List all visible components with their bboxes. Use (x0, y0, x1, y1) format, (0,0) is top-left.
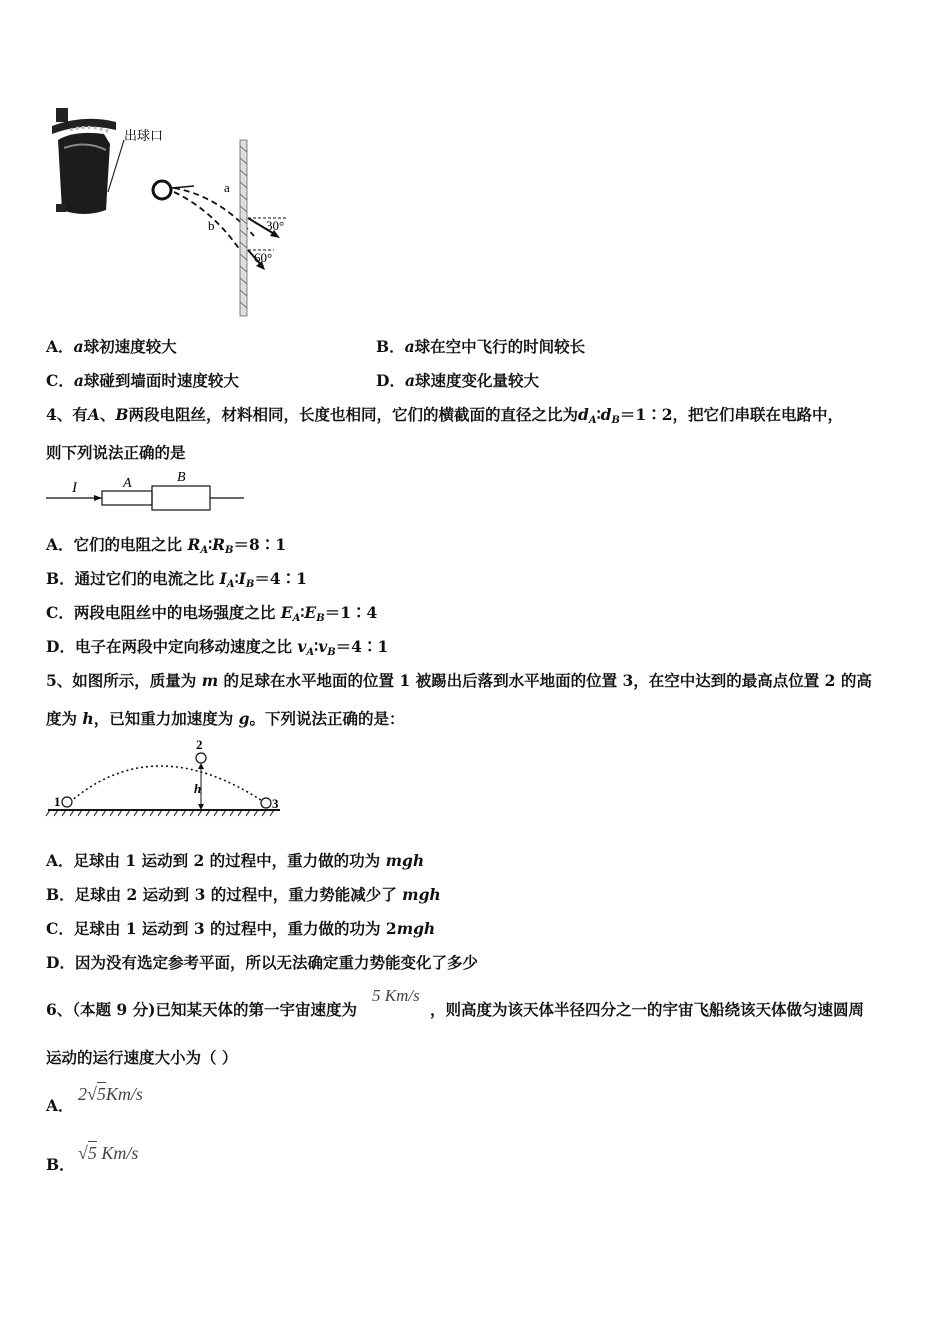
q6-option-a-prefix: A． (46, 1096, 74, 1115)
q3-option-a: A．a球初速度较大 (46, 337, 177, 356)
trajectory-b (174, 192, 240, 250)
q6-option-b-prefix: B． (46, 1155, 75, 1174)
q3-figure (44, 100, 314, 320)
ball (153, 181, 171, 199)
q4-option-d: D．电子在两段中定向移动速度之比 $v_A∶v_B=4∶1$ (46, 637, 389, 658)
q3-option-d: D．a球速度变化量较大 (376, 371, 540, 390)
q3-option-b: B．a球在空中飞行的时间较长 (376, 337, 586, 356)
ball-position-3 (261, 798, 271, 808)
resistor-a-label: A (123, 476, 132, 491)
angle-30-label: 30° (266, 218, 285, 233)
angle-60-label: 60° (254, 250, 273, 265)
ball-position-1 (62, 797, 72, 807)
resistor-b (152, 486, 210, 510)
ball-trajectory (70, 766, 264, 802)
label-b: b (208, 218, 215, 233)
q4-option-a: A．它们的电阻之比 $R_A∶R_B=8∶1$ (46, 535, 287, 556)
q6-option-a-expr: 2√5Km/s (78, 1084, 143, 1104)
q4-option-c: C．两段电阻丝中的电场强度之比 $E_A∶E_B=1∶4$ (46, 603, 378, 624)
ball-machine-illustration (52, 108, 116, 214)
q5-option-d: D．因为没有选定参考平面，所以无法确定重力势能变化了多少 (46, 953, 478, 972)
q4-stem-line2: 则下列说法正确的是 (46, 443, 186, 462)
position-2-label: 2 (196, 737, 203, 752)
resistor-b-label: B (177, 470, 186, 485)
q5-option-c: C．足球由 1 运动到 3 的过程中，重力做的功为 2mgh (46, 919, 436, 938)
current-label: I (72, 480, 77, 496)
resistor-a (102, 491, 152, 505)
height-label: h (194, 781, 202, 796)
exit-label: 出球口 (124, 128, 164, 143)
position-1-label: 1 (54, 794, 61, 809)
label-a: a (224, 180, 230, 195)
wall (240, 140, 247, 316)
q4-circuit-figure (44, 466, 248, 516)
sqrt-symbol: √ (78, 1143, 88, 1163)
q5-figure (44, 736, 284, 822)
q5-option-b: B．足球由 2 运动到 3 的过程中，重力势能减少了 mgh (46, 885, 441, 904)
q6-speed-value: 5 Km/s (372, 986, 420, 1005)
q6-stem-line2: 运动的运行速度大小为（ ） (46, 1048, 238, 1067)
q5-stem-line1: 5、如图所示，质量为 m 的足球在水平地面的位置 1 被踢出后落到水平地面的位置 3，在空中达到的最高点位置 2 的高 (46, 671, 872, 690)
q4-option-b: B．通过它们的电流之比 $I_A∶I_B=4∶1$ (46, 569, 307, 590)
sqrt-symbol: √ (87, 1084, 97, 1104)
q3-option-c: C．a球碰到墙面时速度较大 (46, 371, 239, 390)
q5-stem-line2: 度为 h，已知重力加速度为 g。下列说法正确的是： (46, 709, 405, 728)
position-3-label: 3 (272, 796, 279, 811)
q6-option-b-expr: √5 Km/s (78, 1143, 139, 1163)
q4-stem-line1: 4、有A、B两段电阻丝，材料相同，长度也相同，它们的横截面的直径之比为$d_A∶d_B=1∶2$，把它们串联在电路中， (46, 405, 843, 426)
ball-position-2 (196, 753, 206, 763)
q6-stem-line1b: ，则高度为该天体半径四分之一的宇宙飞船绕该天体做匀速圆周 (430, 1000, 865, 1019)
q6-stem-line1: 6、（本题 9 分)已知某天体的第一宇宙速度为 (46, 1000, 357, 1019)
q5-option-a: A．足球由 1 运动到 2 的过程中，重力做的功为 mgh (46, 851, 425, 870)
